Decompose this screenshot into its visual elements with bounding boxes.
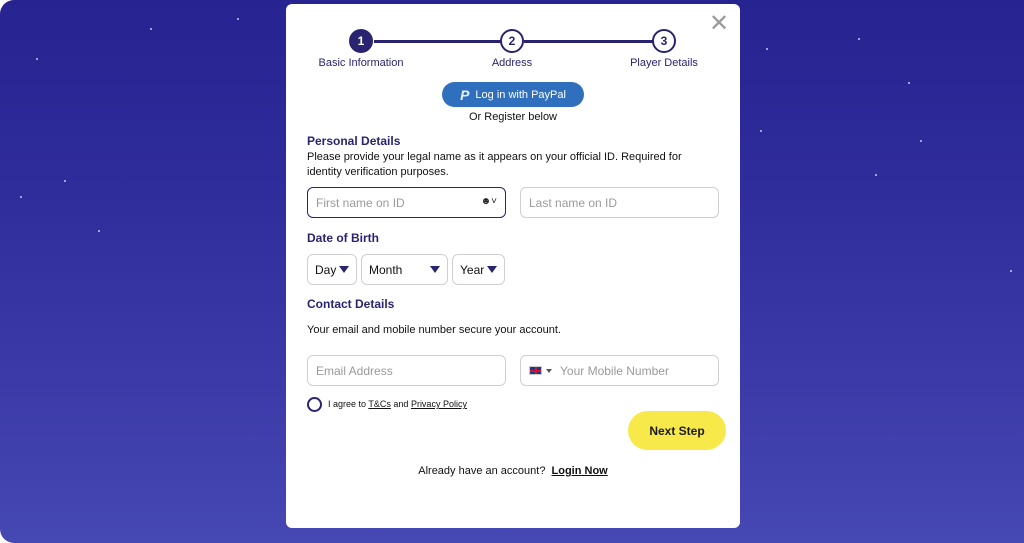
star [20, 196, 22, 198]
login-prompt [286, 465, 740, 477]
registration-modal [286, 4, 740, 528]
star [150, 28, 152, 30]
agree-prefix: I agree to [328, 399, 367, 409]
chevron-down-icon [546, 369, 552, 373]
next-step-button[interactable]: Next Step [628, 411, 726, 450]
star [875, 174, 877, 176]
star [98, 230, 100, 232]
step-1-label: Basic Information [318, 57, 404, 69]
step-2-circle: 2 [500, 29, 524, 53]
or-register-text: Or Register below [468, 111, 558, 123]
star [920, 140, 922, 142]
star [1010, 270, 1012, 272]
privacy-policy-link[interactable]: Privacy Policy [410, 399, 467, 409]
star [908, 82, 910, 84]
contact-details-title: Contact Details [307, 297, 395, 311]
step-connector [524, 40, 658, 43]
chevron-down-icon [430, 266, 440, 273]
step-connector [374, 40, 508, 43]
last-name-placeholder: Last name on ID [529, 195, 618, 210]
step-1-circle: 1 [349, 29, 373, 53]
first-name-field[interactable] [307, 187, 506, 218]
personal-details-description: Please provide your legal name as it appears on your official ID. Required for identity verification purposes. [307, 151, 682, 178]
contact-card-icon[interactable]: ☻˅ [480, 196, 497, 207]
login-now-link[interactable]: Login Now [551, 465, 608, 477]
agree-and: and [393, 399, 409, 409]
tcs-link[interactable]: T&Cs [368, 399, 391, 409]
first-name-placeholder: First name on ID [316, 195, 405, 210]
date-of-birth-title: Date of Birth [307, 231, 379, 245]
progress-stepper [286, 28, 740, 78]
paypal-icon: P [460, 86, 470, 103]
star [858, 38, 860, 40]
terms-agreement-text [328, 399, 467, 409]
mobile-number-field[interactable] [520, 355, 719, 386]
step-3-circle: 3 [652, 29, 676, 53]
chevron-down-icon [487, 266, 497, 273]
year-select-value: Year [460, 262, 485, 277]
personal-details-title: Personal Details [307, 134, 401, 148]
paypal-label: Log in with PayPal [475, 88, 566, 101]
month-select-value: Month [369, 262, 403, 277]
month-select[interactable] [361, 254, 448, 285]
last-name-field[interactable] [520, 187, 719, 218]
contact-details-description: Your email and mobile number secure your account. [307, 324, 561, 336]
step-3-label: Player Details [630, 57, 698, 69]
day-select-value: Day [315, 262, 337, 277]
email-placeholder: Email Address [316, 363, 393, 378]
star [766, 48, 768, 50]
email-field[interactable] [307, 355, 506, 386]
star [36, 58, 38, 60]
uk-flag-icon[interactable] [529, 366, 542, 375]
paypal-login-button[interactable] [442, 82, 584, 107]
step-2-label: Address [491, 57, 533, 69]
terms-checkbox[interactable] [307, 397, 322, 412]
day-select[interactable] [307, 254, 357, 285]
star [64, 180, 66, 182]
login-question: Already have an account? [418, 465, 546, 477]
star [237, 18, 239, 20]
star [760, 130, 762, 132]
mobile-placeholder: Your Mobile Number [560, 363, 669, 378]
year-select[interactable] [452, 254, 505, 285]
close-icon[interactable]: ✕ [708, 9, 730, 37]
chevron-down-icon [339, 266, 349, 273]
